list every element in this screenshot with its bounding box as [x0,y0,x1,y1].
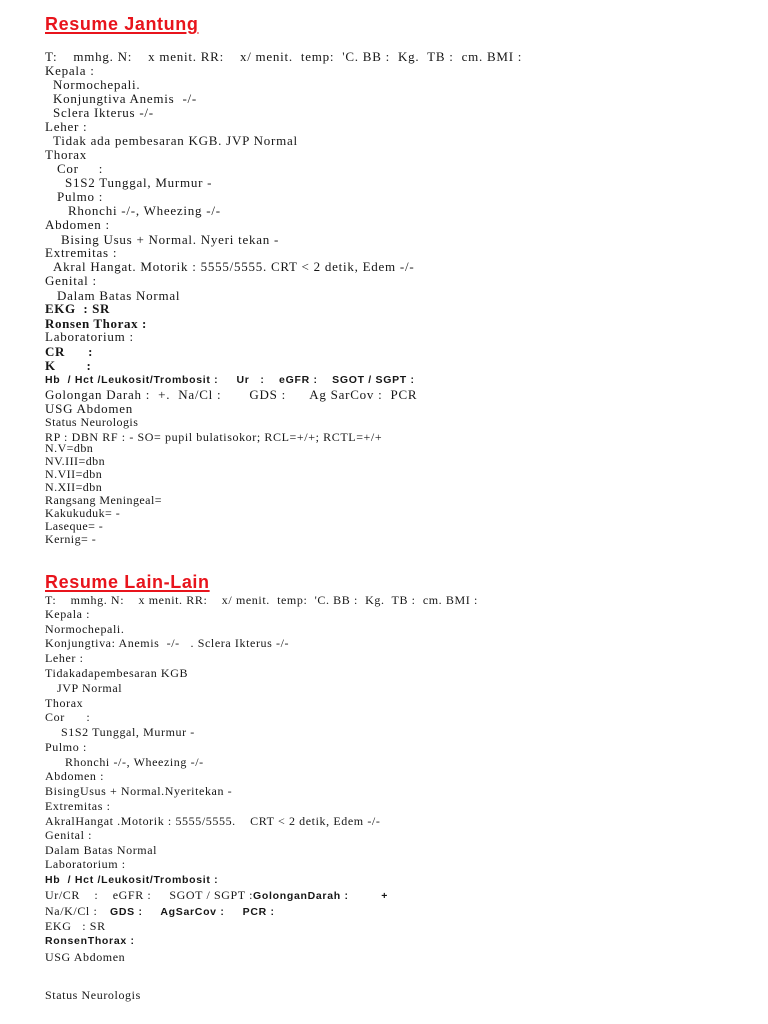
abdomen-label: Abdomen : [45,217,110,232]
neuro-nv-iii: NV.III=dbn [45,454,106,468]
leher-label: Leher : [45,651,84,665]
abdomen-label: Abdomen : [45,769,105,783]
neuro-nxii: N.XII=dbn [45,480,103,494]
extremitas-label: Extremitas : [45,245,118,260]
leher-jvp-findings: JVP Normal [57,681,123,695]
lab-golongan-darah-line: Golongan Darah : +. Na/Cl : GDS : Ag SarCov : PCR [45,387,418,402]
leher-label: Leher : [45,119,88,134]
status-neurologis-label: Status Neurologis [45,415,139,429]
laboratorium-label: Laboratorium : [45,329,134,344]
rangsang-meningeal-label: Rangsang Meningeal= [45,493,162,507]
ronsen-thorax-label: RonsenThorax : [45,935,135,947]
cor-label: Cor : [57,161,104,176]
section-title-resume-lain-lain: Resume Lain-Lain [45,572,210,592]
ekg-line: EKG : SR [45,301,110,316]
kakukuduk-line: Kakukuduk= - [45,506,121,520]
cor-findings: S1S2 Tunggal, Murmur - [61,725,195,739]
lab-na-k-cl-label: Na/K/Cl : [45,904,98,918]
pulmo-findings: Rhonchi -/-, Wheezing -/- [68,203,221,218]
pulmo-label: Pulmo : [45,740,87,754]
abdomen-findings: BisingUsus + Normal.Nyeritekan - [45,784,233,798]
kepala-konjungtiva-sclera: Konjungtiva: Anemis -/- . Sclera Ikterus -/- [45,636,290,650]
thorax-label: Thorax [45,696,84,710]
abdomen-findings: Bising Usus + Normal. Nyeri tekan - [61,232,280,247]
kepala-label: Kepala : [45,63,95,78]
usg-abdomen-label: USG Abdomen [45,401,134,416]
k-label: K : [45,358,92,373]
lab-gds-sarcov-pcr: GDS : AgSarCov : PCR : [110,906,275,918]
laseque-line: Laseque= - [45,519,104,533]
extremitas-label: Extremitas : [45,799,111,813]
kepala-label: Kepala : [45,607,91,621]
cor-label: Cor : [45,710,91,724]
status-neurologis-label: Status Neurologis [45,988,141,1002]
usg-abdomen-label: USG Abdomen [45,950,126,964]
section-title-resume-jantung: Resume Jantung [45,14,199,34]
neuro-rp-line: RP : DBN RF : - SO= pupil bulatisokor; RCL=+/+; RCTL=+/+ [45,430,383,444]
lab-golongan-darah: GolonganDarah : + [253,890,389,902]
cr-label: CR : [45,344,94,359]
leher-findings: Tidak ada pembesaran KGB. JVP Normal [53,133,298,148]
laboratorium-label: Laboratorium : [45,857,126,871]
vitals-line: T: mmhg. N: x menit. RR: x/ menit. temp: 'C. BB : Kg. TB : cm. BMI : [45,593,478,607]
extremitas-findings: AkralHangat .Motorik : 5555/5555. CRT < 2 detik, Edem -/- [45,814,381,828]
lab-ur-egfr-sgot-line: Ur/CR : eGFR : SGOT / SGPT : [45,888,254,902]
genital-label: Genital : [45,273,97,288]
ekg-line: EKG : SR [45,919,106,933]
ronsen-thorax-label: Ronsen Thorax : [45,316,147,331]
lab-panel-line: Hb / Hct /Leukosit/Trombosit : Ur : eGFR : SGOT / SGPT : [45,374,415,386]
pulmo-findings: Rhonchi -/-, Wheezing -/- [65,755,204,769]
genital-findings: Dalam Batas Normal [45,843,158,857]
extremitas-findings: Akral Hangat. Motorik : 5555/5555. CRT < 2 detik, Edem -/- [53,259,415,274]
kernig-line: Kernig= - [45,532,97,546]
lab-panel-line: Hb / Hct /Leukosit/Trombosit : [45,874,219,886]
neuro-nvii: N.VII=dbn [45,467,103,481]
kepala-normochepali: Normochepali. [45,622,125,636]
genital-findings: Dalam Batas Normal [57,288,181,303]
kepala-sclera: Sclera Ikterus -/- [53,105,154,120]
leher-kgb-findings: Tidakadapembesaran KGB [45,666,189,680]
thorax-label: Thorax [45,147,88,162]
genital-label: Genital : [45,828,93,842]
neuro-nv: N.V=dbn [45,441,94,455]
vitals-line: T: mmhg. N: x menit. RR: x/ menit. temp: 'C. BB : Kg. TB : cm. BMI : [45,49,523,64]
pulmo-label: Pulmo : [57,189,104,204]
kepala-konjungtiva: Konjungtiva Anemis -/- [53,91,197,106]
cor-findings: S1S2 Tunggal, Murmur - [65,175,213,190]
kepala-normochepali: Normochepali. [53,77,141,92]
